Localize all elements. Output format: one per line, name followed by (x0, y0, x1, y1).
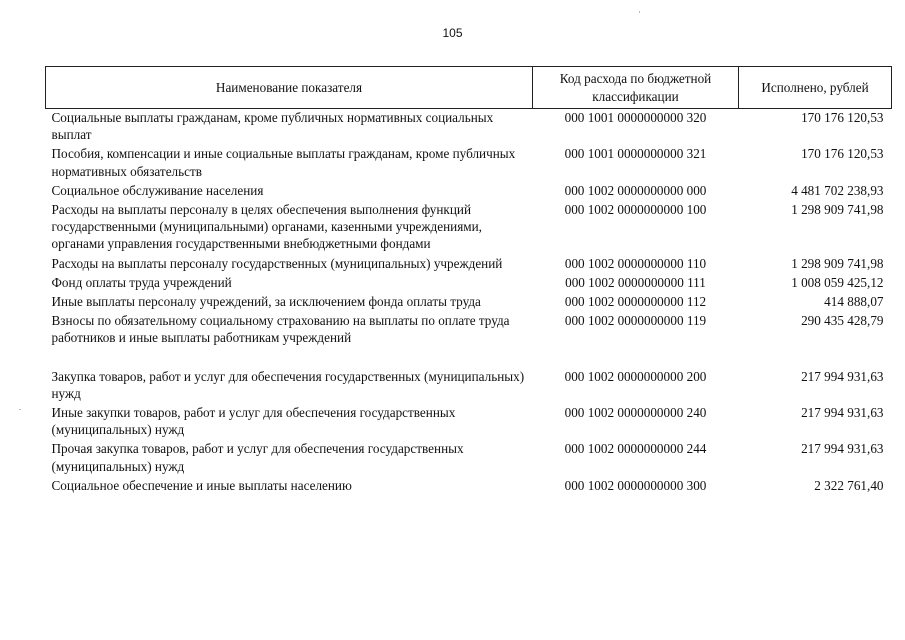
row-code: 000 1002 0000000000 110 (564, 255, 707, 271)
row-code: 000 1002 0000000000 111 (565, 274, 706, 290)
page-number: 105 (442, 26, 463, 40)
table-row (46, 201, 892, 255)
row-name: Пособия, компенсации и иные социальные выплаты гражданам, кроме публичных нормативных обязательств (51, 146, 516, 179)
row-code: 000 1001 0000000000 320 (564, 110, 707, 125)
row-amount: 217 994 931,63 (801, 368, 884, 384)
row-name: Социальное обслуживание населения (51, 182, 264, 198)
row-amount: 170 176 120,53 (801, 146, 884, 162)
table-row (46, 255, 892, 274)
row-code: 000 1002 0000000000 300 (564, 477, 707, 493)
table-row (46, 312, 892, 348)
budget-table (45, 66, 892, 496)
row-code: 000 1002 0000000000 000 (564, 182, 707, 198)
row-name: Фонд оплаты труда учреждений (51, 274, 232, 290)
scan-mark (639, 11, 640, 13)
row-amount: 217 994 931,63 (801, 441, 884, 457)
row-name: Расходы на выплаты персоналу в целях обеспечения выполнения функций государственными (муниципальными) органами, казенными учреждениями, органами управления государственными внебюджетными фондами (51, 202, 482, 252)
row-code: 000 1002 0000000000 100 (564, 202, 707, 218)
row-amount: 1 298 909 741,98 (791, 202, 884, 218)
row-code: 000 1001 0000000000 321 (564, 146, 707, 162)
row-code: 000 1002 0000000000 200 (564, 368, 707, 384)
table-row (46, 477, 892, 496)
row-name: Иные выплаты персоналу учреждений, за исключением фонда оплаты труда (51, 294, 481, 310)
table-row (46, 182, 892, 201)
row-name: Социальное обеспечение и иные выплаты населению (51, 477, 352, 493)
row-amount: 170 176 120,53 (801, 110, 884, 125)
table-row (46, 368, 892, 404)
row-code: 000 1002 0000000000 119 (564, 313, 707, 329)
table-row (46, 293, 892, 312)
header-code: Код расхода по бюджетной классификации (533, 67, 739, 109)
table-row (46, 274, 892, 293)
table-row (46, 440, 892, 476)
row-amount: 1 008 059 425,12 (791, 274, 884, 290)
row-code: 000 1002 0000000000 244 (564, 441, 707, 457)
row-name: Взносы по обязательному социальному страхованию на выплаты по оплате труда работников и иные выплаты работникам учреждений (51, 313, 510, 346)
scan-mark (19, 409, 21, 410)
table-row (46, 109, 892, 146)
row-amount: 4 481 702 238,93 (791, 182, 884, 198)
row-name: Расходы на выплаты персоналу государственных (муниципальных) учреждений (51, 255, 503, 271)
table-row (46, 404, 892, 440)
row-amount: 217 994 931,63 (801, 405, 884, 421)
row-code: 000 1002 0000000000 112 (564, 294, 707, 310)
header-amount: Исполнено, рублей (739, 67, 892, 109)
row-amount: 1 298 909 741,98 (791, 255, 884, 271)
table-header-row (46, 67, 892, 109)
row-name: Иные закупки товаров, работ и услуг для обеспечения государственных (муниципальных) нужд (51, 405, 456, 438)
header-name: Наименование показателя (46, 67, 533, 109)
row-amount: 290 435 428,79 (801, 313, 884, 329)
row-name: Закупка товаров, работ и услуг для обеспечения государственных (муниципальных) нужд (51, 368, 525, 401)
row-code: 000 1002 0000000000 240 (564, 405, 707, 421)
table-row (46, 145, 892, 181)
table-spacer-row (46, 349, 892, 368)
row-name: Прочая закупка товаров, работ и услуг для обеспечения государственных (муниципальных) нужд (51, 441, 464, 474)
row-amount: 2 322 761,40 (814, 477, 884, 493)
row-name: Социальные выплаты гражданам, кроме публичных нормативных социальных выплат (51, 110, 494, 143)
row-amount: 414 888,07 (824, 294, 884, 310)
